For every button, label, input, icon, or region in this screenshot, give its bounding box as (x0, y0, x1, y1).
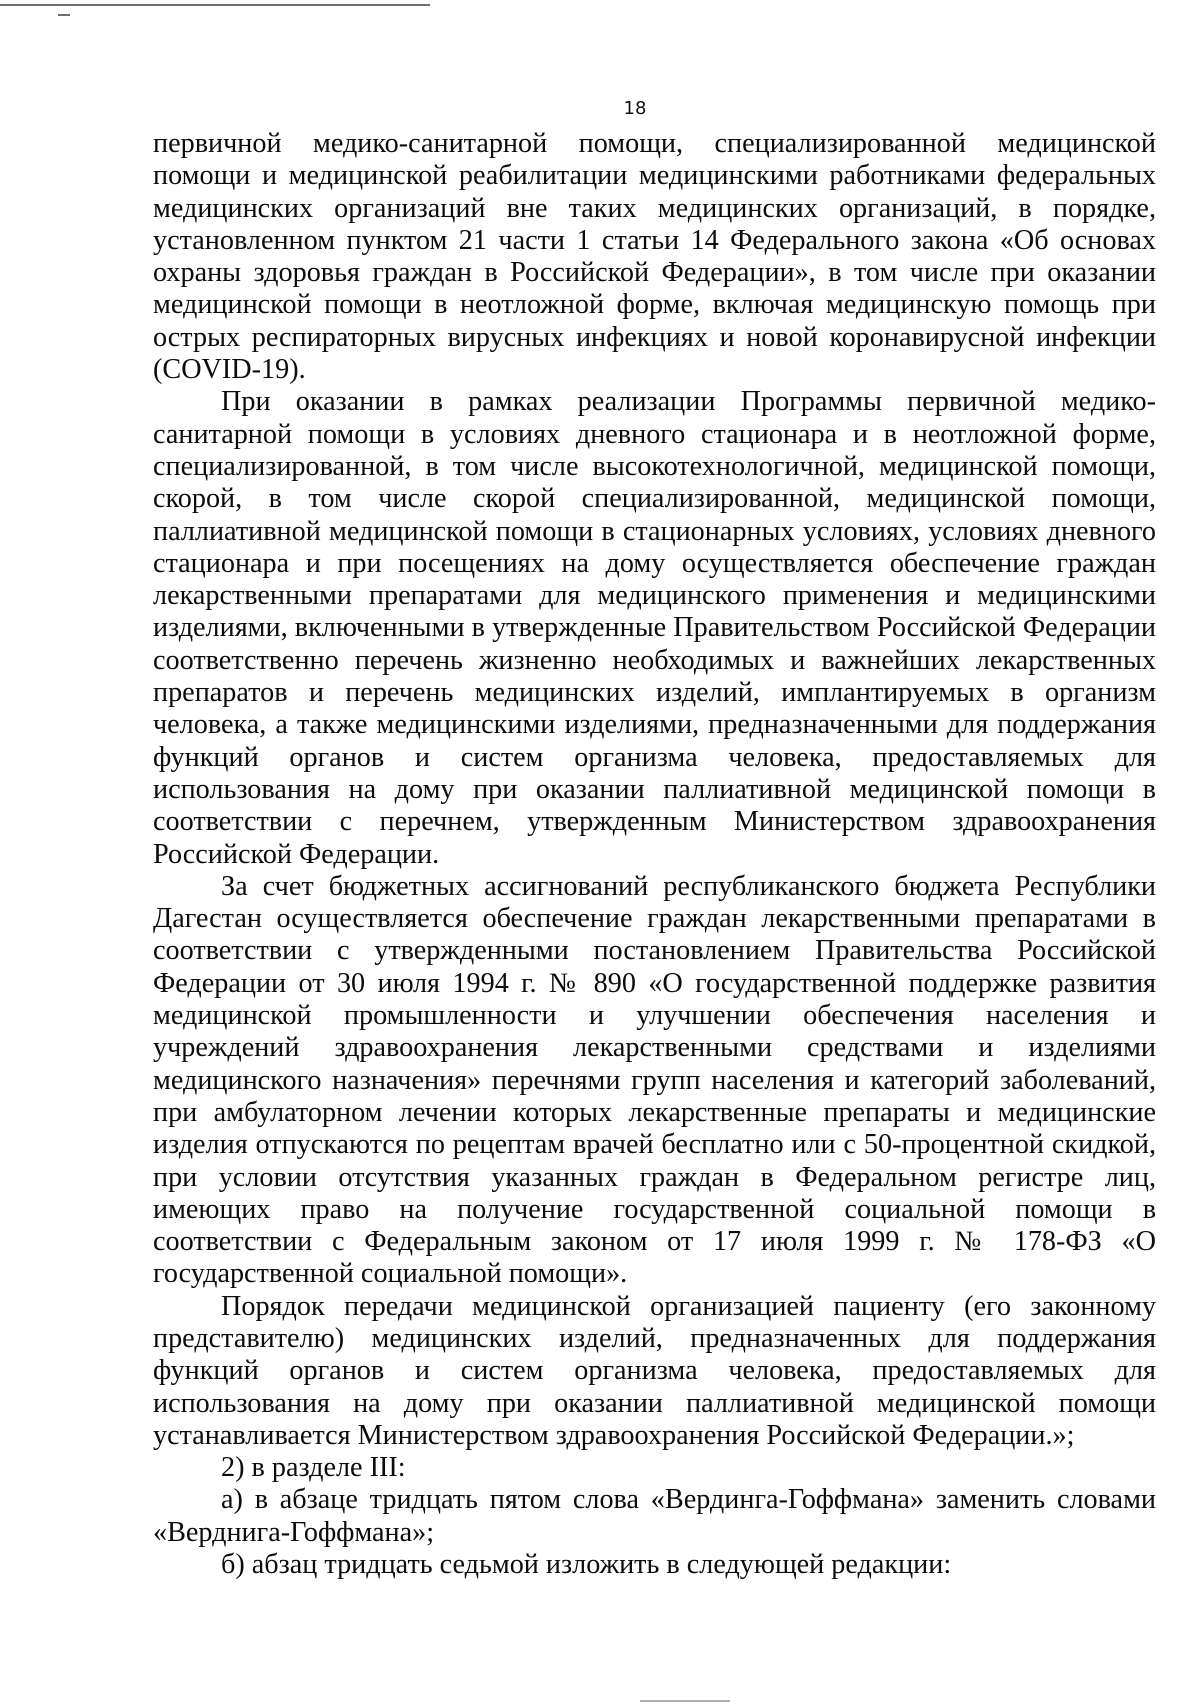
scan-edge-tick (58, 14, 70, 16)
paragraph-republic-budget: За счет бюджетных ассигнований республиканского бюджета Республики Дагестан осуществляется обеспечение граждан лекарственными препаратами в соответствии с утвержденными постановлением Правительства Российской Федерации от 30 июля 1994 г. № 890 «О государственной поддержке развития медицинской промышленности и улучшении обеспечения населения и учреждений здравоохранения лекарственными средствами и изделиями медицинского назначения» перечнями групп населения и категорий заболеваний, при амбулаторном лечении которых лекарственные препараты и медицинские изделия отпускаются по рецептам врачей бесплатно или с 50-процентной скидкой, при условии отсутствия указанных граждан в Федеральном регистре лиц, имеющих право на получение государственной социальной помощи в соответствии с Федеральным законом от 17 июля 1999 г. № 178-ФЗ «О государственной социальной помощи». (153, 870, 1156, 1290)
scan-edge-mark (0, 4, 430, 6)
document-body (153, 128, 1156, 1581)
paragraph-medication-provision: При оказании в рамках реализации Программы первичной медико-санитарной помощи в условиях дневного стационара и в неотложной форме, специализированной, в том числе высокотехнологичной, медицинской помощи, скорой, в том числе скорой специализированной, медицинской помощи, паллиативной медицинской помощи в стационарных условиях, условиях дневного стационара и при посещениях на дому осуществляется обеспечение граждан лекарственными препаратами для медицинского применения и медицинскими изделиями, включенными в утвержденные Правительством Российской Федерации соответственно перечень жизненно необходимых и важнейших лекарственных препаратов и перечень медицинских изделий, имплантируемых в организм человека, а также медицинскими изделиями, предназначенными для поддержания функций органов и систем организма человека, предоставляемых для использования на дому при оказании паллиативной медицинской помощи в соответствии с перечнем, утвержденным Министерством здравоохранения Российской Федерации. (153, 386, 1156, 870)
paragraph-transfer-procedure: Порядок передачи медицинской организацией пациенту (его законному представителю) медицинских изделий, предназначенных для поддержания функций органов и систем организма человека, предоставляемых для использования на дому при оказании паллиативной медицинской помощи устанавливается Министерством здравоохранения Российской Федерации.»; (153, 1290, 1156, 1451)
paragraph-item-a: а) в абзаце тридцать пятом слова «Вердинга-Гоффмана» заменить словами «Верднига-Гоффмана»; (153, 1484, 1156, 1548)
scan-edge-mark-bottom (640, 1700, 730, 1702)
paragraph-section-three: 2) в разделе III: (221, 1452, 406, 1484)
paragraph-continuation: первичной медико-санитарной помощи, специализированной медицинской помощи и медицинской реабилитации медицинскими работниками федеральных медицинских организаций вне таких медицинских организаций, в порядке, установленном пунктом 21 части 1 статьи 14 Федерального закона «Об основах охраны здоровья граждан в Российской Федерации», в том числе при оказании медицинской помощи в неотложной форме, включая медицинскую помощь при острых респираторных вирусных инфекциях и новой коронавирусной инфекции (COVID-19). (153, 128, 1156, 386)
page-number: 18 (623, 98, 647, 119)
paragraph-item-b: б) абзац тридцать седьмой изложить в следующей редакции: (221, 1549, 952, 1581)
